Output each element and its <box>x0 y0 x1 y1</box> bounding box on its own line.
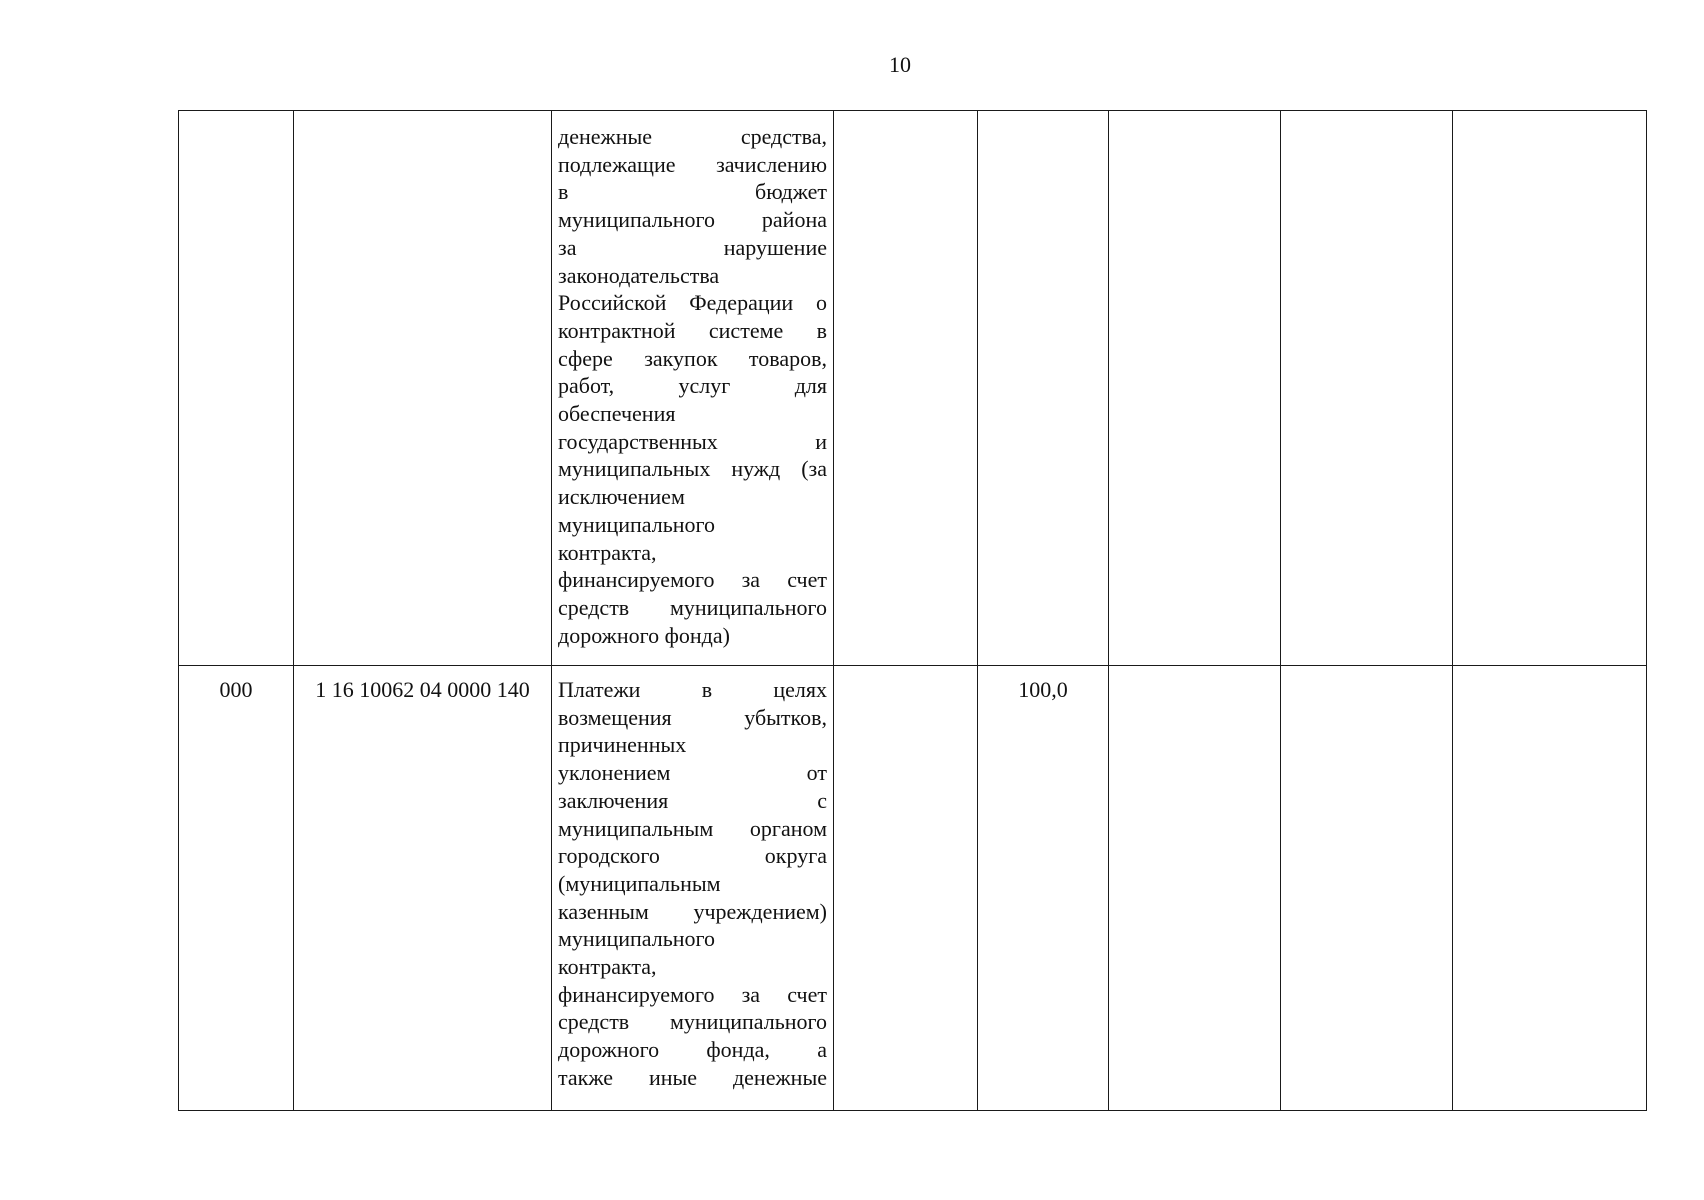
description-line: заключения с <box>558 787 827 813</box>
description-line: средств муниципального <box>558 594 827 620</box>
value-cell <box>1281 666 1453 1111</box>
table-row <box>179 666 1647 1111</box>
description-line: денежные средства, <box>558 124 827 149</box>
description-cell <box>552 666 834 1111</box>
description-line: финансируемого за счет <box>558 567 827 593</box>
description-line: работ, услуг для <box>558 373 827 399</box>
value-cell <box>1109 666 1281 1111</box>
description-line: за нарушение <box>558 234 827 260</box>
kbk-cell <box>294 111 552 666</box>
value-cell <box>1281 111 1453 666</box>
description-line: (муниципальным <box>558 870 721 896</box>
code-cell: 000 <box>179 666 294 1111</box>
description-line: Платежи в целях <box>558 677 827 702</box>
description-line: дорожного фонда) <box>558 622 730 648</box>
description-line: финансируемого за счет <box>558 981 827 1007</box>
page-number: 10 <box>889 52 911 77</box>
code-cell <box>179 111 294 666</box>
value-cell <box>834 666 978 1111</box>
amount-cell <box>978 111 1109 666</box>
value-cell <box>1109 111 1281 666</box>
description-line: контрактной системе в <box>558 317 827 343</box>
description-line: муниципальных нужд (за <box>558 456 827 482</box>
description-line: Российской Федерации о <box>558 290 827 316</box>
description-line: контракта, <box>558 954 657 980</box>
description-line: обеспечения <box>558 401 676 427</box>
description-line: городского округа <box>558 843 827 869</box>
description-line: дорожного фонда, а <box>558 1037 827 1063</box>
description-line: возмещения убытков, <box>558 704 827 730</box>
value-cell <box>834 111 978 666</box>
value-cell <box>1453 666 1647 1111</box>
description-line: контракта, <box>558 539 657 565</box>
description-line: исключением <box>558 484 685 510</box>
description-line: государственных и <box>558 428 827 454</box>
description-line: казенным учреждением) <box>558 898 827 924</box>
description-line: муниципальным органом <box>558 815 827 841</box>
budget-table <box>178 110 1647 1111</box>
description-line: также иные денежные <box>558 1064 827 1090</box>
description-line: средств муниципального <box>558 1009 827 1035</box>
kbk-cell: 1 16 10062 04 0000 140 <box>294 666 552 1111</box>
description-line: уклонением от <box>558 760 827 786</box>
description-line: причиненных <box>558 732 687 758</box>
description-line: муниципального <box>558 926 716 952</box>
description-line: муниципального района <box>558 207 827 233</box>
table-row <box>179 111 1647 666</box>
description-line: сфере закупок товаров, <box>558 345 827 371</box>
description-cell <box>552 111 834 666</box>
description-line: в бюджет <box>558 179 827 205</box>
description-line: подлежащие зачислению <box>558 151 827 177</box>
value-cell <box>1453 111 1647 666</box>
description-line: законодательства <box>558 262 720 288</box>
amount-cell: 100,0 <box>978 666 1109 1111</box>
description-line: муниципального <box>558 511 716 537</box>
